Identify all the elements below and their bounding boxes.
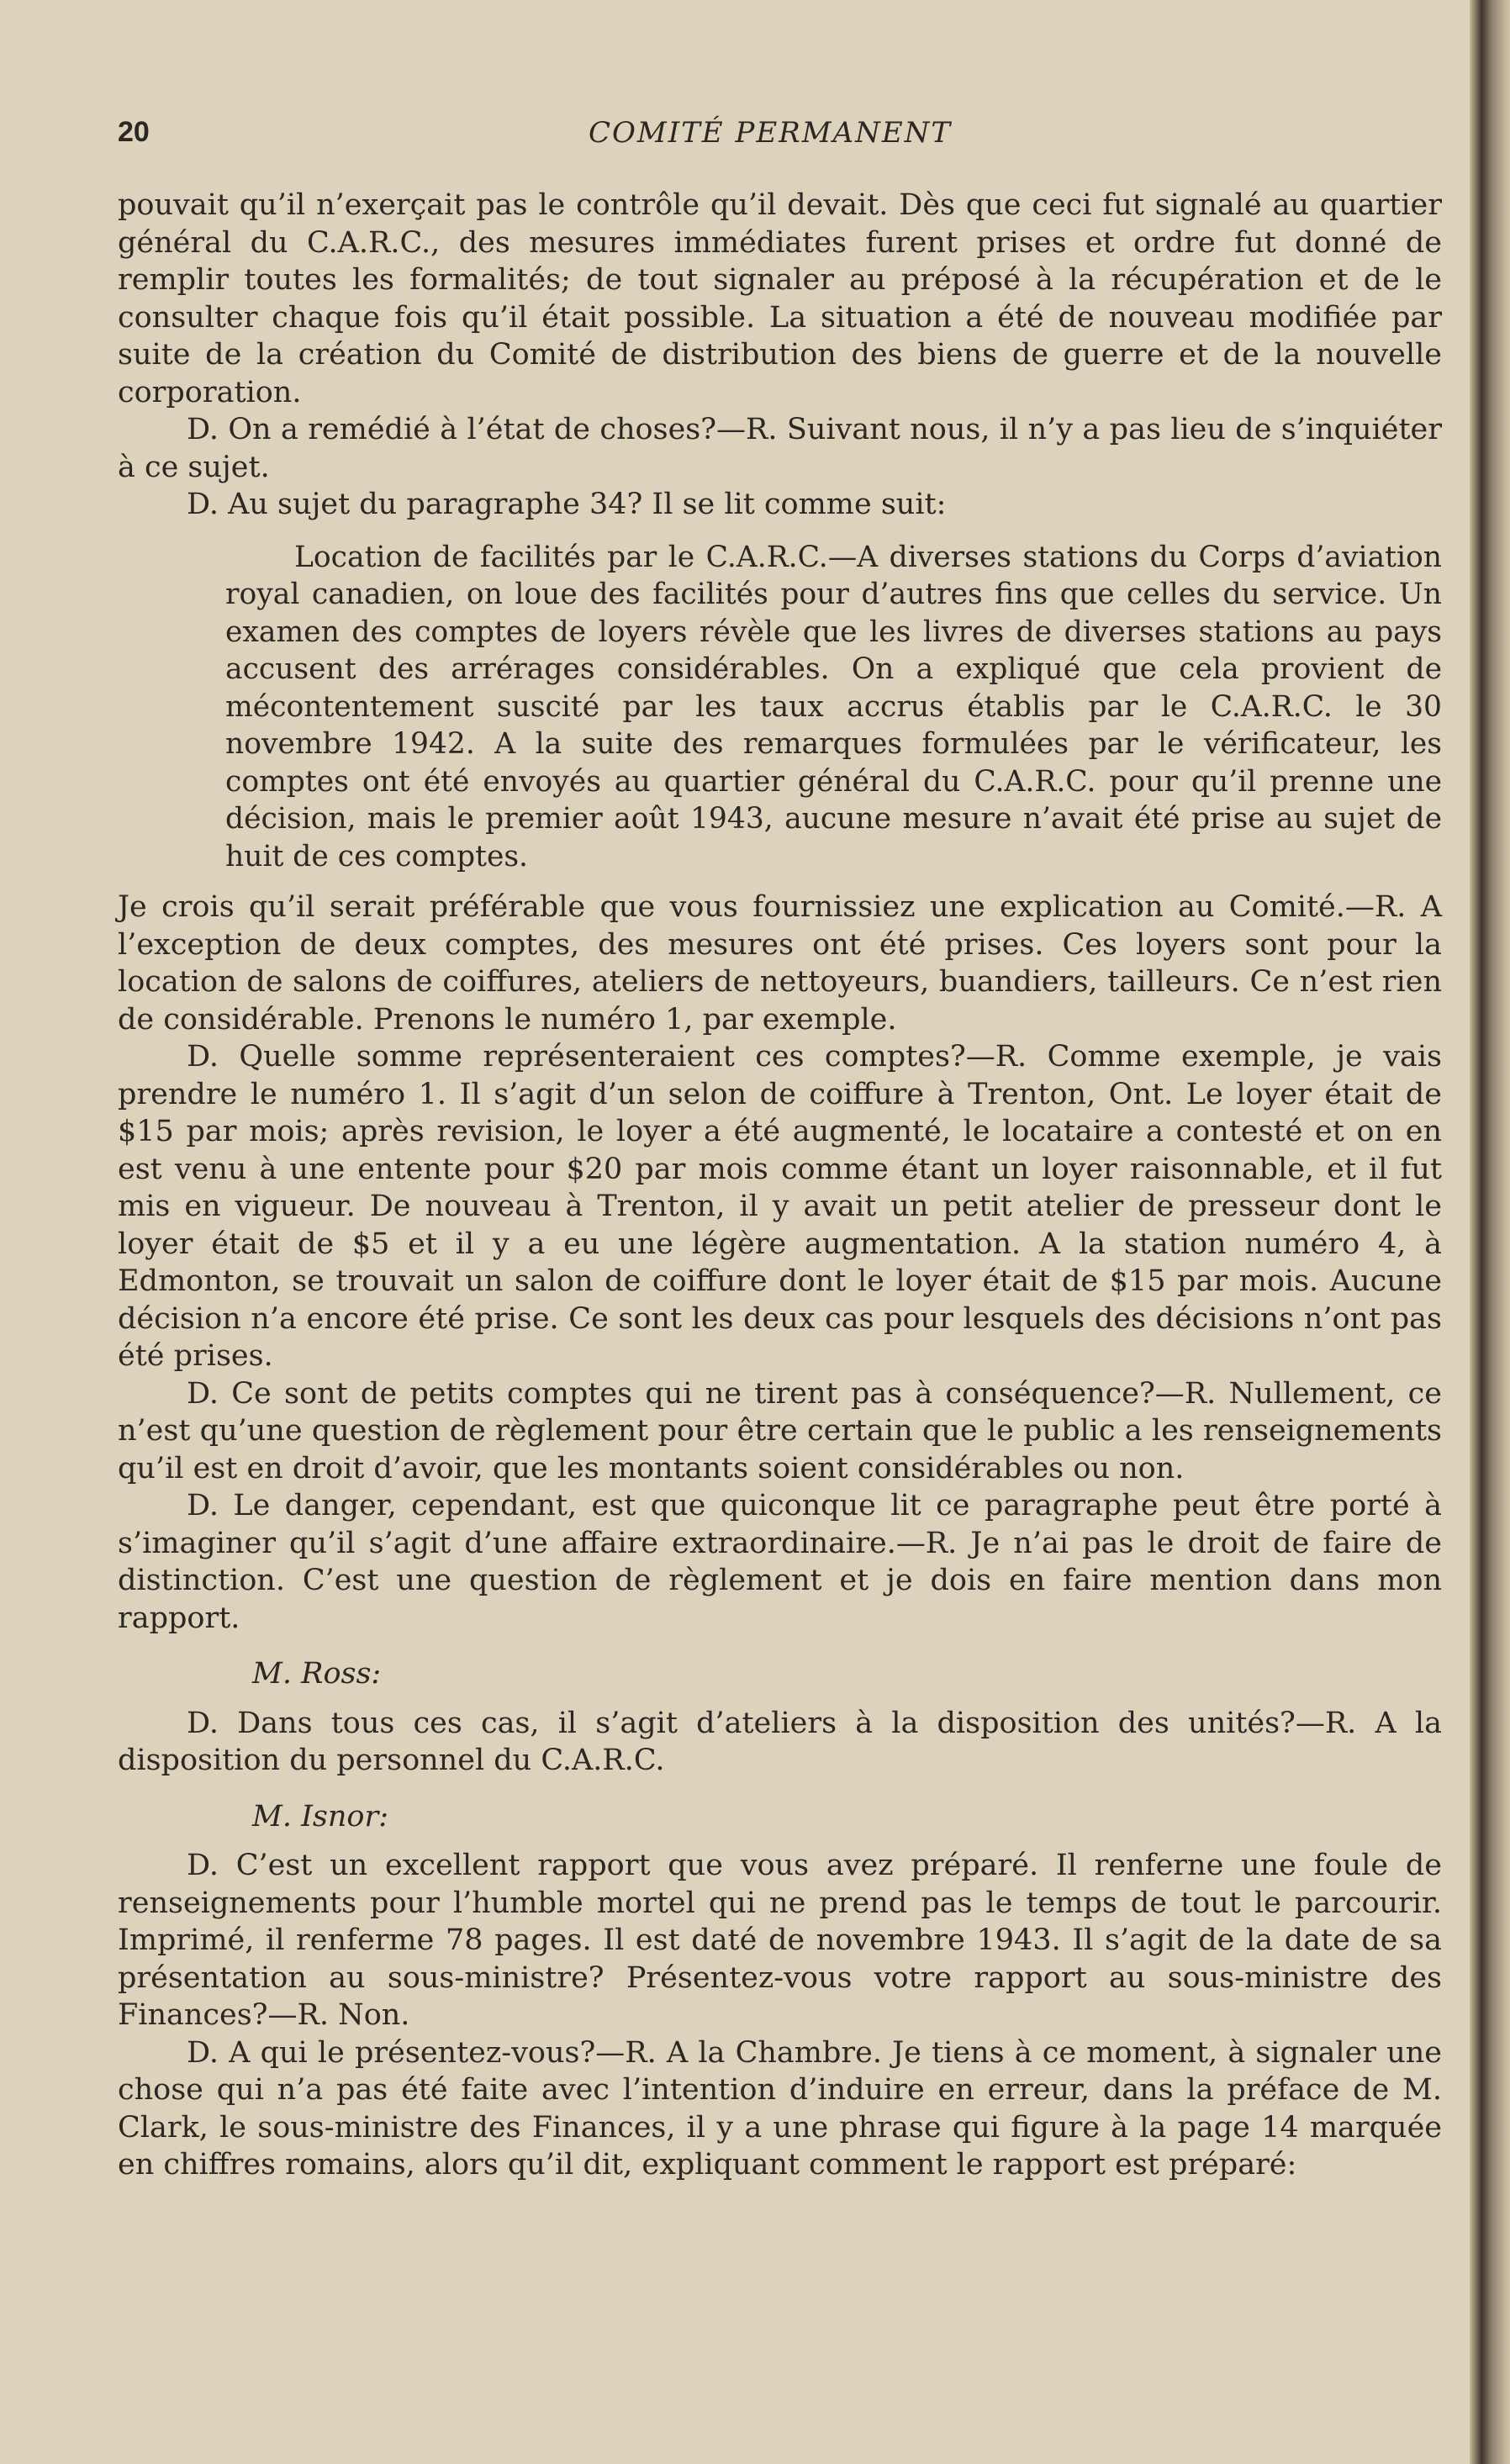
speaker-label: M. Ross:	[252, 1657, 382, 1691]
binding-gutter	[1470, 0, 1510, 2464]
page-header	[118, 116, 1446, 153]
paragraph: D. Dans tous ces cas, il s’agit d’ateliers à la disposition des unités?—R. A la disposition du personnel du C.A.R.C.	[118, 1706, 1442, 1777]
speaker-label: M. Isnor:	[252, 1799, 389, 1833]
page-number: 20	[118, 116, 150, 148]
paragraph: D. A qui le présentez-vous?—R. A la Chambre. Je tiens à ce moment, à signaler une chose qui n’a pas été faite avec l’intention d’induire en erreur, dans la préface de M. Clark, le sous-ministre des Finances, il y a une phrase qui figure à la page 14 marquée en chiffres romains, alors qu’il dit, expliquant comment le rapport est préparé:	[118, 2035, 1442, 2182]
paragraph: D. Au sujet du paragraphe 34? Il se lit comme suit:	[187, 488, 947, 521]
paragraph: Je crois qu’il serait préférable que vous fournissiez une explication au Comité.—R. A l’exception de deux comptes, des mesures ont été prises. Ces loyers sont pour la location de salons de coiffures, ateliers de nettoyeurs, buandiers, tailleurs. Ce n’est rien de considérable. Prenons le numéro 1, par exemple.	[118, 890, 1442, 1037]
paragraph: pouvait qu’il n’exerçait pas le contrôle qu’il devait. Dès que ceci fut signalé au quartier général du C.A.R.C., des mesures immédiates furent prises et ordre fut donné de remplir toutes les formalités; de tout signaler au préposé à la récupération et de le consulter chaque fois qu’il était possible. La situation a été de nouveau modifiée par suite de la création du Comité de distribution des biens de guerre et de la nouvelle corporation.	[118, 188, 1442, 409]
block-quote: Location de facilités par le C.A.R.C.—A diverses stations du Corps d’aviation royal canadien, on loue des facilités pour d’autres fins que celles du service. Un examen des comptes de loyers révèle que les livres de diverses stations au pays accusent des arrérages considérables. On a expliqué que cela provient de mécontentement suscité par les taux accrus établis par le C.A.R.C. le 30 novembre 1942. A la suite des remarques formulées par le vérificateur, les comptes ont été envoyés au quartier général du C.A.R.C. pour qu’il prenne une décision, mais le premier août 1943, aucune mesure n’avait été prise au sujet de huit de ces comptes.	[225, 540, 1442, 873]
paragraph: D. Le danger, cependant, est que quiconque lit ce paragraphe peut être porté à s’imaginer qu’il s’agit d’une affaire extraordinaire.—R. Je n’ai pas le droit de faire de distinction. C’est une question de règlement et je dois en faire mention dans mon rapport.	[118, 1489, 1442, 1635]
running-head: COMITÉ PERMANENT	[589, 116, 953, 150]
body-text	[118, 187, 1442, 2184]
paragraph: D. On a remédié à l’état de choses?—R. Suivant nous, il n’y a pas lieu de s’inquiéter à ce sujet.	[118, 413, 1442, 484]
paragraph: D. Quelle somme représenteraient ces comptes?—R. Comme exemple, je vais prendre le numéro 1. Il s’agit d’un selon de coiffure à Trenton, Ont. Le loyer était de $15 par mois; après revision, le loyer a été augmenté, le locataire a contesté et on en est venu à une entente pour $20 par mois comme étant un loyer raisonnable, et il fut mis en vigueur. De nouveau à Trenton, il y avait un petit atelier de presseur dont le loyer était de $5 et il y a eu une légère augmentation. A la station numéro 4, à Edmonton, se trouvait un salon de coiffure dont le loyer était de $15 par mois. Aucune décision n’a encore été prise. Ce sont les deux cas pour lesquels des décisions n’ont pas été prises.	[118, 1040, 1442, 1373]
paragraph: D. Ce sont de petits comptes qui ne tirent pas à conséquence?—R. Nullement, ce n’est qu’une question de règlement pour être certain que le public a les renseignements qu’il est en droit d’avoir, que les montants soient considérables ou non.	[118, 1376, 1442, 1485]
paragraph: D. C’est un excellent rapport que vous avez préparé. Il renferne une foule de renseignements pour l’humble mortel qui ne prend pas le temps de tout le parcourir. Imprimé, il renferme 78 pages. Il est daté de novembre 1943. Il s’agit de la date de sa présentation au sous-ministre? Présentez-vous votre rapport au sous-ministre des Finances?—R. Non.	[118, 1849, 1442, 2032]
